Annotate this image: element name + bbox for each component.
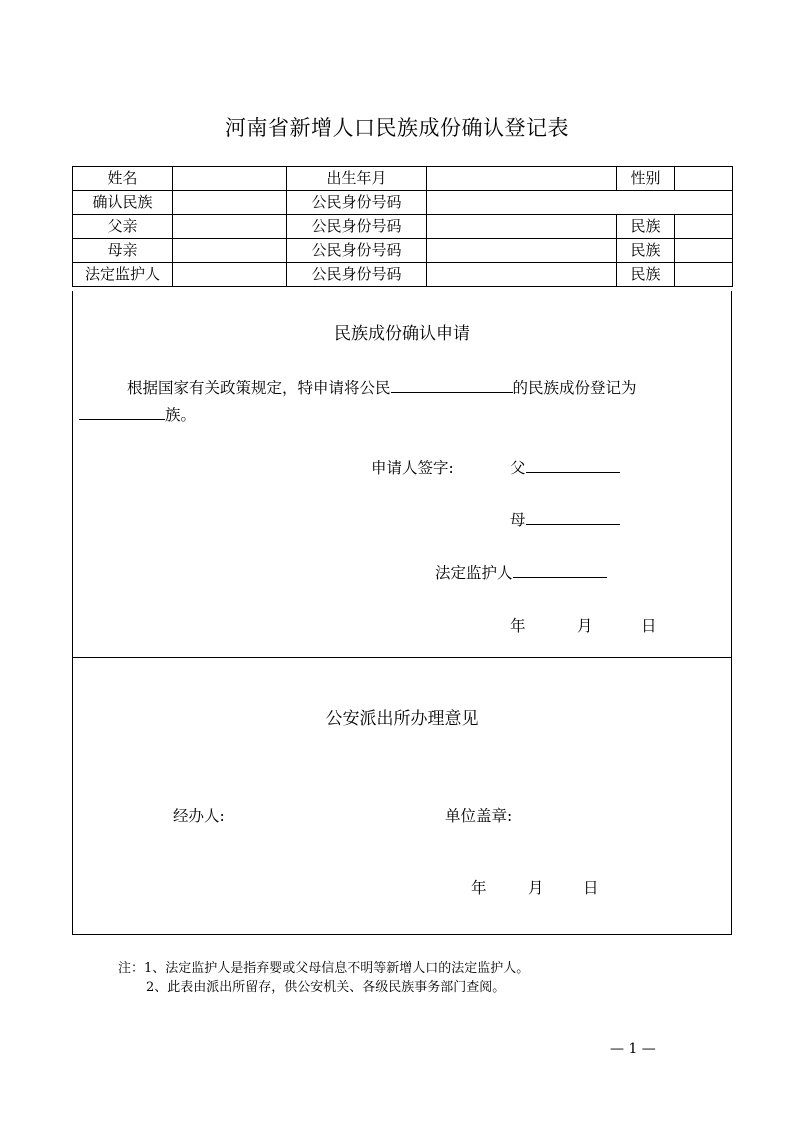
application-text-line2 (79, 403, 196, 425)
handler-label: 经办人: (173, 807, 225, 825)
application-text-part1: 根据国家有关政策规定，特申请将公民 (127, 379, 391, 397)
mother-signature-line[interactable] (526, 523, 620, 525)
mother-ethnic-label: 民族 (617, 239, 675, 263)
guardian-ethnic-label: 民族 (617, 263, 675, 287)
id-label: 公民身份号码 (287, 191, 427, 215)
guardian-id-field[interactable] (427, 263, 617, 287)
guardian-id-label: 公民身份号码 (287, 263, 427, 287)
table-row (73, 215, 733, 239)
page-number: — 1 — (610, 1041, 656, 1057)
application-month: 月 (577, 617, 593, 635)
note-1: 注：1、法定监护人是指弃婴或父母信息不明等新增人口的法定监护人。 (118, 961, 530, 976)
mother-signature-label: 母 (510, 511, 526, 529)
guardian-ethnic-field[interactable] (675, 263, 733, 287)
application-year: 年 (510, 617, 526, 635)
father-id-field[interactable] (427, 215, 617, 239)
mother-ethnic-field[interactable] (675, 239, 733, 263)
father-signature-label: 父 (510, 459, 526, 477)
mother-id-label: 公民身份号码 (287, 239, 427, 263)
note-2: 2、此表由派出所留存，供公安机关、各级民族事务部门查阅。 (146, 980, 506, 995)
ethnic-blank[interactable] (79, 418, 165, 420)
page-title: 河南省新增人口民族成份确认登记表 (225, 116, 569, 140)
seal-label: 单位盖章: (445, 807, 513, 825)
mother-id-field[interactable] (427, 239, 617, 263)
father-label: 父亲 (73, 215, 173, 239)
confirm-ethnic-label: 确认民族 (73, 191, 173, 215)
police-year: 年 (471, 879, 487, 897)
father-id-label: 公民身份号码 (287, 215, 427, 239)
guardian-signature (435, 561, 607, 583)
police-month: 月 (528, 879, 544, 897)
name-label: 姓名 (73, 167, 173, 191)
police-day: 日 (583, 879, 599, 897)
application-day: 日 (641, 617, 657, 635)
gender-label: 性别 (617, 167, 675, 191)
table-row (73, 263, 733, 287)
application-section (72, 291, 732, 658)
mother-signature (510, 508, 620, 530)
father-signature (510, 456, 620, 478)
table-row (73, 239, 733, 263)
guardian-signature-label: 法定监护人 (435, 564, 513, 582)
info-table (72, 166, 733, 287)
birth-field[interactable] (427, 167, 617, 191)
id-field[interactable] (427, 191, 733, 215)
mother-field[interactable] (173, 239, 287, 263)
police-title: 公安派出所办理意见 (325, 709, 479, 729)
citizen-name-blank[interactable] (391, 391, 513, 393)
father-signature-line[interactable] (526, 471, 620, 473)
application-text-line1 (127, 376, 637, 398)
application-text-part3: 族。 (165, 406, 197, 424)
confirm-ethnic-field[interactable] (173, 191, 287, 215)
guardian-signature-line[interactable] (513, 576, 607, 578)
father-ethnic-field[interactable] (675, 215, 733, 239)
application-title: 民族成份确认申请 (334, 324, 470, 344)
birth-label: 出生年月 (287, 167, 427, 191)
father-ethnic-label: 民族 (617, 215, 675, 239)
signature-label: 申请人签字: (371, 459, 454, 477)
application-text-part2: 的民族成份登记为 (512, 379, 637, 397)
police-section (72, 657, 732, 935)
father-field[interactable] (173, 215, 287, 239)
table-row (73, 191, 733, 215)
mother-label: 母亲 (73, 239, 173, 263)
guardian-label: 法定监护人 (73, 263, 173, 287)
gender-field[interactable] (675, 167, 733, 191)
guardian-field[interactable] (173, 263, 287, 287)
table-row (73, 167, 733, 191)
name-field[interactable] (173, 167, 287, 191)
